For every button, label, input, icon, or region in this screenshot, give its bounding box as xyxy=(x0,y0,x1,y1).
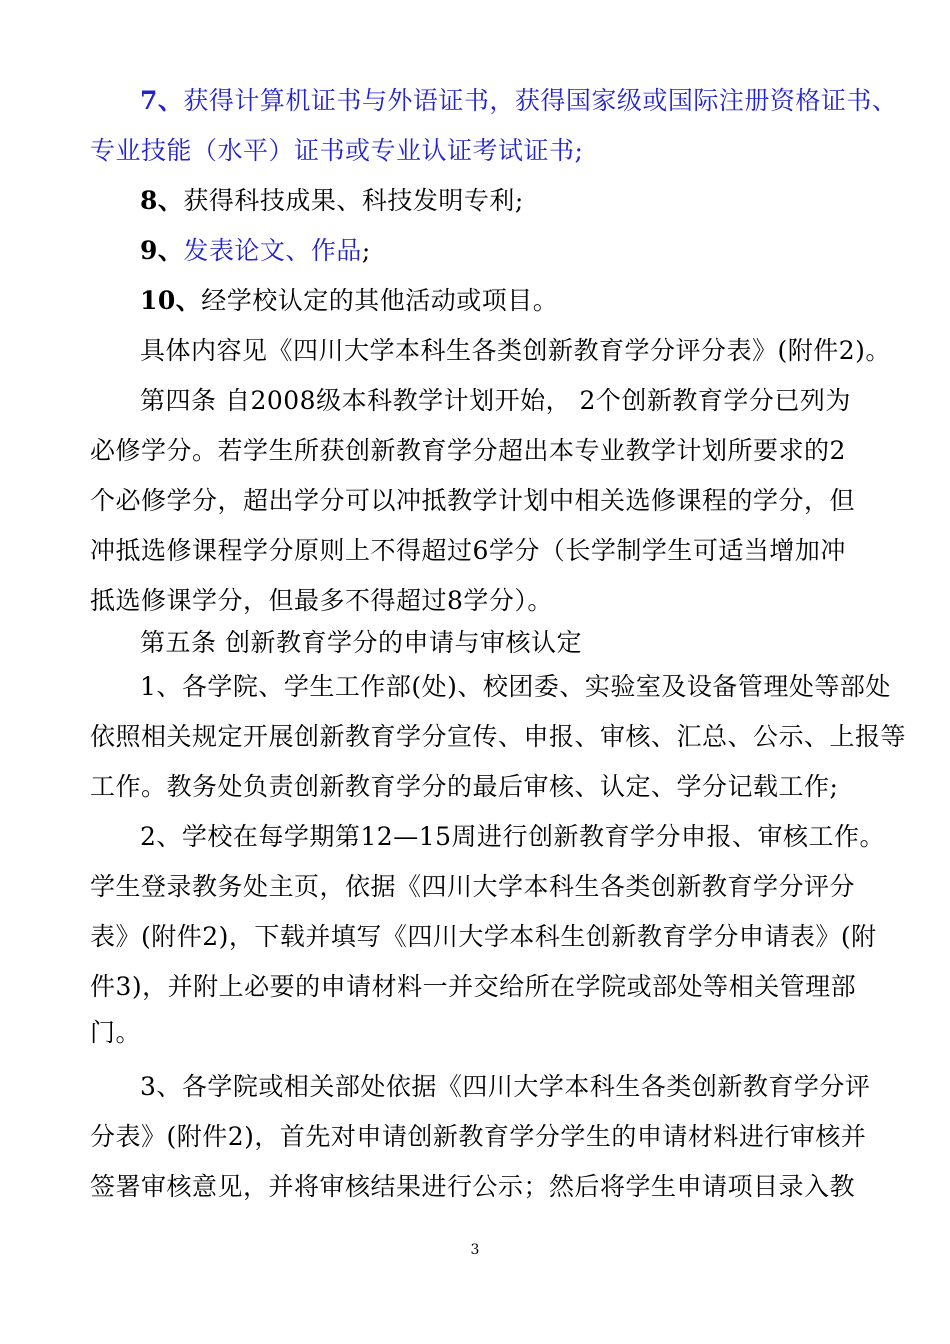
item-9-number: 9、 xyxy=(140,236,184,265)
item-8-number: 8、 xyxy=(140,186,184,215)
article-4-line-5: 抵选修课学分，但最多不得超过8学分）。 xyxy=(90,586,553,615)
article-5-p3-line-2: 分表》(附件2)，首先对申请创新教育学分学生的申请材料进行审核并 xyxy=(90,1122,867,1151)
item-10 xyxy=(140,284,865,318)
item-10-number: 10、 xyxy=(140,286,202,315)
article-5-p2-line-3: 表》(附件2)，下载并填写《四川大学本科生创新教育学分申请表》(附 xyxy=(90,922,877,951)
article-4-line-3: 个必修学分，超出学分可以冲抵教学计划中相关选修课程的学分，但 xyxy=(90,486,856,515)
item-10-text: 经学校认定的其他活动或项目。 xyxy=(201,286,559,315)
item-8 xyxy=(140,184,865,218)
article-5-p2-line-4: 件3)，并附上必要的申请材料一并交给所在学院或部处等相关管理部 xyxy=(90,972,857,1001)
article-5-p2-line-2: 学生登录教务处主页，依据《四川大学本科生各类创新教育学分评分 xyxy=(90,872,856,901)
item-7-number: 7、 xyxy=(140,86,184,115)
article-4-line-4: 冲抵选修课程学分原则上不得超过6学分（长学制学生可适当增加冲 xyxy=(90,536,846,565)
article-5-p1-line-2: 依照相关规定开展创新教育学分宣传、申报、审核、汇总、公示、上报等 xyxy=(90,722,907,751)
detail-reference: 具体内容见《四川大学本科生各类创新教育学分评分表》(附件2)。 xyxy=(140,336,891,365)
article-5-p2-line-1: 2、学校在每学期第12—15周进行创新教育学分申报、审核工作。 xyxy=(140,822,886,851)
article-4-line-1: 第四条 自2008级本科教学计划开始， 2个创新教育学分已列为 xyxy=(140,386,851,415)
item-9 xyxy=(140,234,865,268)
item-9-text: 发表论文、作品 xyxy=(183,236,362,265)
item-8-text: 获得科技成果、科技发明专利; xyxy=(183,186,524,215)
item-7-text-1: 获得计算机证书与外语证书，获得国家级或国际注册资格证书、 xyxy=(183,86,898,115)
item-7-line-2: 专业技能（水平）证书或专业认证考试证书; xyxy=(90,136,584,165)
item-7-line-1 xyxy=(140,84,898,118)
article-5-p3-line-1: 3、各学院或相关部处依据《四川大学本科生各类创新教育学分评 xyxy=(140,1072,871,1101)
article-5-p1-line-1: 1、各学院、学生工作部(处)、校团委、实验室及设备管理处等部处 xyxy=(140,672,891,701)
article-4-line-2: 必修学分。若学生所获创新教育学分超出本专业教学计划所要求的2 xyxy=(90,436,846,465)
item-9-end: ; xyxy=(361,236,371,265)
article-5-p1-line-3: 工作。教务处负责创新教育学分的最后审核、认定、学分记载工作; xyxy=(90,772,839,801)
article-5-p3-line-3: 签署审核意见，并将审核结果进行公示；然后将学生申请项目录入教 xyxy=(90,1172,856,1201)
page-number: 3 xyxy=(470,1242,480,1258)
article-5-title: 第五条 创新教育学分的申请与审核认定 xyxy=(140,628,582,657)
article-5-p2-line-5: 门。 xyxy=(90,1018,142,1047)
